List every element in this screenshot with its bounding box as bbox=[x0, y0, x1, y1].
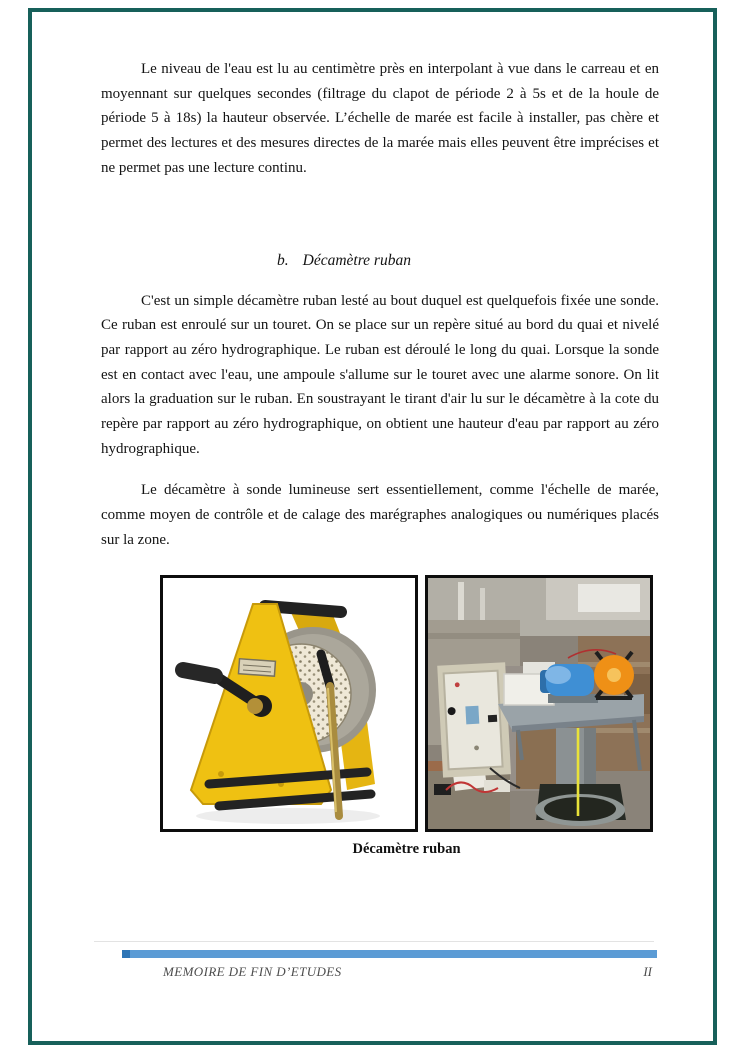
paragraph-decametre-usage: Le décamètre à sonde lumineuse sert essentiellement, comme l'échelle de marée, comme moyen de contrôle et de calage des marégraphes analogiques ou numériques placés sur la zone. bbox=[101, 482, 659, 548]
page-number: II bbox=[643, 964, 652, 979]
footer-accent-bar-start bbox=[122, 950, 130, 958]
figure-image-touret bbox=[160, 575, 418, 832]
maregraphe-installation-photo bbox=[428, 578, 650, 829]
footer-title: MEMOIRE DE FIN D’ETUDES bbox=[163, 964, 342, 979]
footer-accent-bar bbox=[122, 950, 657, 958]
heading-list-label: b. bbox=[277, 251, 289, 269]
paragraph-decametre-description: C'est un simple décamètre ruban lesté au bout duquel est quelquefois fixée une sonde. Ce ruban est enroulé sur un touret. On se place sur un repère situé au bord du quai et nivelé par rapport au zéro hydrographique. Le ruban est déroulé le long du quai. Lorsque la sonde est en contact avec l'eau, une ampoule s'allume sur le touret avec une alarme sonore. On lit alors la graduation sur le ruban. En soustrayant le tirant d'air lu sur le décamètre à la cote du repère par rapport au zéro hydrographique, on obtient une hauteur d'eau par rapport au zéro hydrographique. bbox=[101, 292, 659, 457]
footer-separator bbox=[94, 941, 654, 942]
heading-text: Décamètre ruban bbox=[302, 251, 411, 269]
page-content bbox=[101, 0, 659, 553]
heading-decametre-ruban bbox=[277, 252, 659, 270]
figure-image-installation bbox=[425, 575, 653, 832]
touret-winch-illustration bbox=[163, 578, 415, 829]
paragraph-echelle-de-maree: Le niveau de l'eau est lu au centimètre près en interpolant à vue dans le carreau et en moyennant sur quelques secondes (filtrage du clapot de période 2 à 5s et de la houle de période 5 à 18s) la hauteur observée. L’échelle de marée est facile à installer, pas chère et permet des lectures et des mesures directes de la marée mais elles peuvent être imprécises et ne permet pas une lecture continu. bbox=[101, 61, 659, 176]
figure-caption: Décamètre ruban bbox=[352, 841, 461, 857]
